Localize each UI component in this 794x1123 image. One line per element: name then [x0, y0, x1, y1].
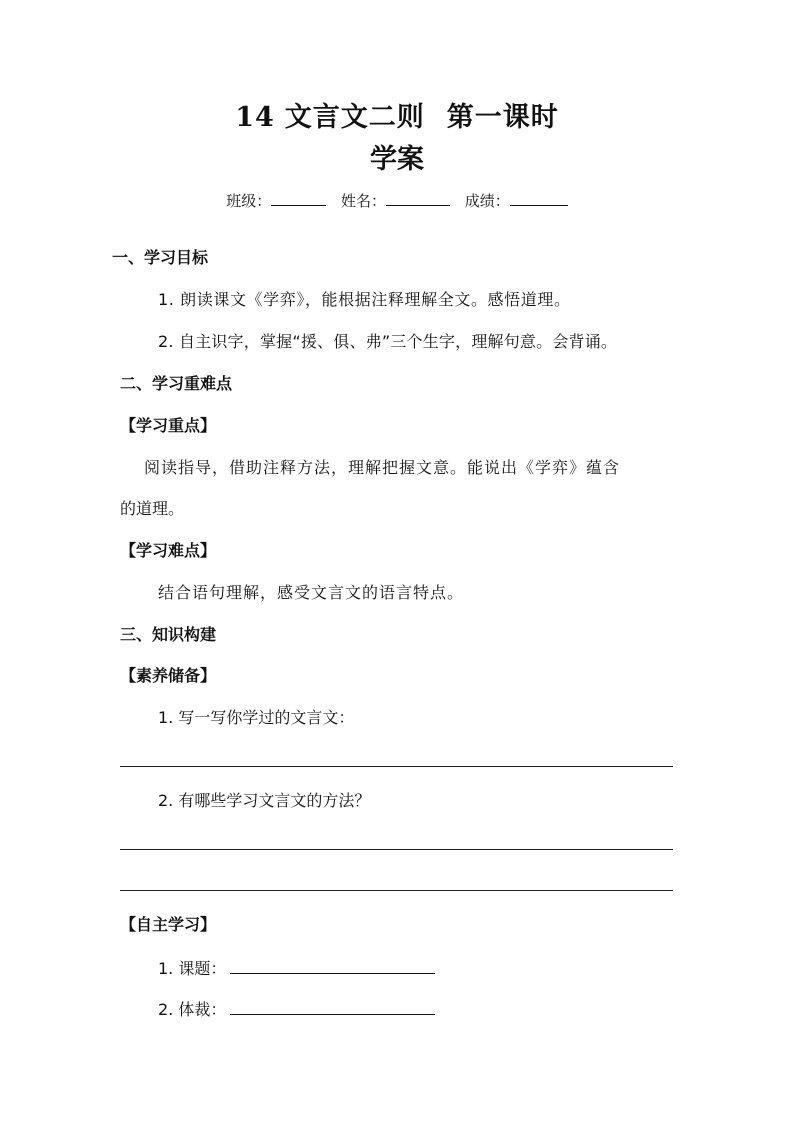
lesson-number: 14 [235, 102, 275, 133]
answer-line-1[interactable] [120, 766, 673, 767]
lesson-period: 第一课时 [446, 102, 559, 133]
self-study-item-1 [158, 955, 435, 982]
score-blank[interactable] [510, 189, 568, 206]
prep-label: 【素养储备】 [120, 666, 217, 685]
answer-line-2[interactable] [120, 849, 673, 850]
difficulty-label: 【学习难点】 [120, 541, 217, 560]
difficulty-text: 结合语句理解，感受文言文的语言特点。 [158, 583, 465, 602]
lesson-title: 文言文二则 [284, 102, 425, 133]
genre-blank[interactable] [230, 996, 435, 1015]
goal-item-2: 2. 自主识字，掌握“援、俱、弗”三个生字，理解句意。会背诵。 [158, 332, 618, 351]
genre-label: 2. 体裁： [158, 1000, 227, 1019]
section-heading-focus: 二、学习重难点 [120, 374, 233, 393]
topic-label: 1. 课题： [158, 959, 227, 978]
focus-text-line-2: 的道理。 [120, 499, 185, 518]
name-field [341, 188, 450, 214]
name-blank[interactable] [386, 189, 450, 206]
self-study-label: 【自主学习】 [120, 915, 217, 934]
section-heading-goals: 一、学习目标 [112, 248, 209, 267]
score-label: 成绩： [464, 192, 510, 210]
score-field [465, 188, 568, 214]
question-1: 1. 写一写你学过的文言文： [158, 708, 355, 727]
focus-text-line-1: 阅读指导，借助注释方法，理解把握文意。能说出《学弈》蕴含 [144, 458, 621, 477]
question-2: 2. 有哪些学习文言文的方法？ [158, 791, 371, 810]
class-field [226, 188, 326, 214]
name-label: 姓名： [340, 192, 386, 210]
topic-blank[interactable] [230, 955, 435, 974]
focus-label: 【学习重点】 [120, 416, 217, 435]
section-heading-knowledge: 三、知识构建 [120, 625, 217, 644]
class-blank[interactable] [271, 189, 326, 206]
self-study-item-2 [158, 996, 435, 1023]
student-info-row [0, 188, 794, 214]
page-subtitle: 学案 [370, 144, 424, 175]
page-title [0, 98, 794, 138]
answer-line-3[interactable] [120, 890, 673, 891]
goal-item-1: 1. 朗读课文《学弈》，能根据注释理解全文。感悟道理。 [158, 290, 571, 309]
class-label: 班级： [226, 192, 272, 210]
